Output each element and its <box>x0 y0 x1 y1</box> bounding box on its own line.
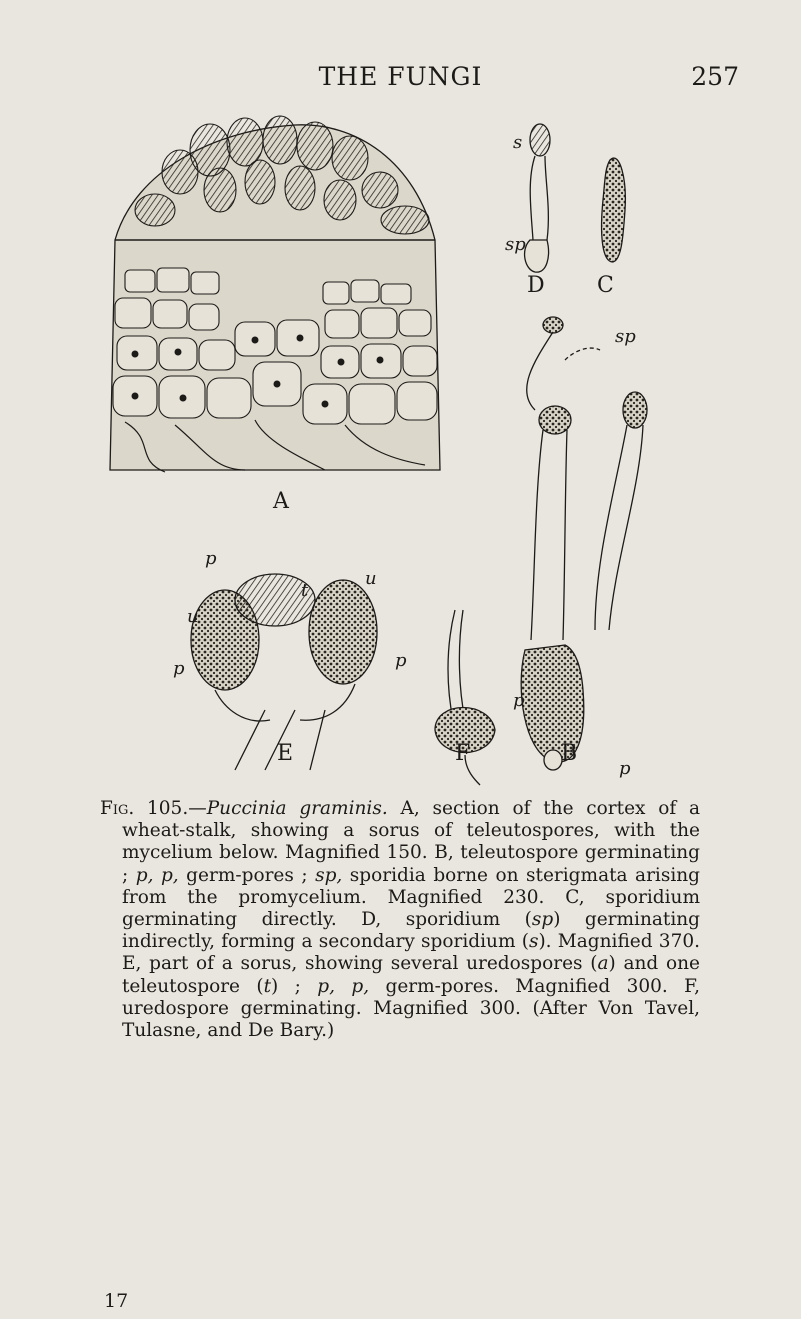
panel-label-f: F <box>455 741 471 766</box>
label-sp-b: sp <box>615 326 636 347</box>
label-u-e-left: u <box>187 606 199 627</box>
caption-t-1: t <box>263 975 272 997</box>
panel-label-d: D <box>527 273 545 298</box>
caption-paragraph <box>100 798 700 1042</box>
panel-a-drawing <box>110 116 440 472</box>
caption-sp-1: sp, <box>315 864 343 886</box>
label-t-e: t <box>301 580 309 601</box>
signature-mark: 17 <box>104 1290 129 1312</box>
running-head: THE FUNGI <box>318 62 483 91</box>
panel-label-c: C <box>597 273 614 298</box>
caption-text-3: sporidia borne on sterigmata arising from the promycelium. Magnified 230. C, sporidium germinating directly. D, sporidium ( <box>122 864 701 931</box>
caption-text-4: ) germinating indirectly, forming a secondary sporidium ( <box>122 909 701 953</box>
caption-text-1: A, section of the cortex of a wheat-stalk, showing a sorus of teleutospores, with the mycelium below. Magnified 150. B, teleutospore germinating ; <box>122 798 700 886</box>
panel-c-drawing <box>602 158 626 262</box>
label-p-b-right: p <box>619 758 631 779</box>
caption-fig-label: Fig. <box>100 798 135 819</box>
panel-b-drawing <box>521 317 647 770</box>
label-p-e-left: p <box>173 658 185 679</box>
caption-a-1: a <box>597 953 609 975</box>
panel-d-drawing <box>525 124 550 272</box>
label-s-d: s <box>513 132 523 153</box>
caption-text-7: ) ; <box>271 975 318 997</box>
caption-species: Puccinia graminis. <box>206 798 388 819</box>
caption-s-1: s <box>528 931 539 953</box>
label-p-e-top: p <box>205 548 217 569</box>
label-p-b-left: p <box>513 690 525 711</box>
caption-text-6: ) and one teleutospore ( <box>122 953 700 997</box>
caption-p-1: p, p, <box>135 864 179 886</box>
page-header <box>0 62 801 92</box>
panel-label-a: A <box>273 489 289 514</box>
panel-label-e: E <box>277 741 294 766</box>
label-sp-d: sp <box>505 234 526 255</box>
caption-text-2: germ-pores ; <box>178 864 316 886</box>
figure-illustration <box>95 110 775 790</box>
page-number: 257 <box>691 62 739 91</box>
caption-sp-2: sp <box>531 909 554 931</box>
figure-plate <box>95 110 775 790</box>
caption-text-5: ). Magnified 370. E, part of a sorus, showing several uredospores ( <box>122 931 701 975</box>
caption-text-8: germ-pores. Magnified 300. F, uredospore germinating. Magnified 300. (After Von Tavel, Tulasne, and De Bary.) <box>122 975 700 1042</box>
caption-number: 105.— <box>147 798 207 819</box>
panel-label-b: B <box>561 741 578 766</box>
figure-caption <box>100 798 700 1042</box>
label-p-e-right: p <box>395 650 407 671</box>
label-u-e-right: u <box>365 568 377 589</box>
caption-p-2: p, p, <box>317 975 370 997</box>
